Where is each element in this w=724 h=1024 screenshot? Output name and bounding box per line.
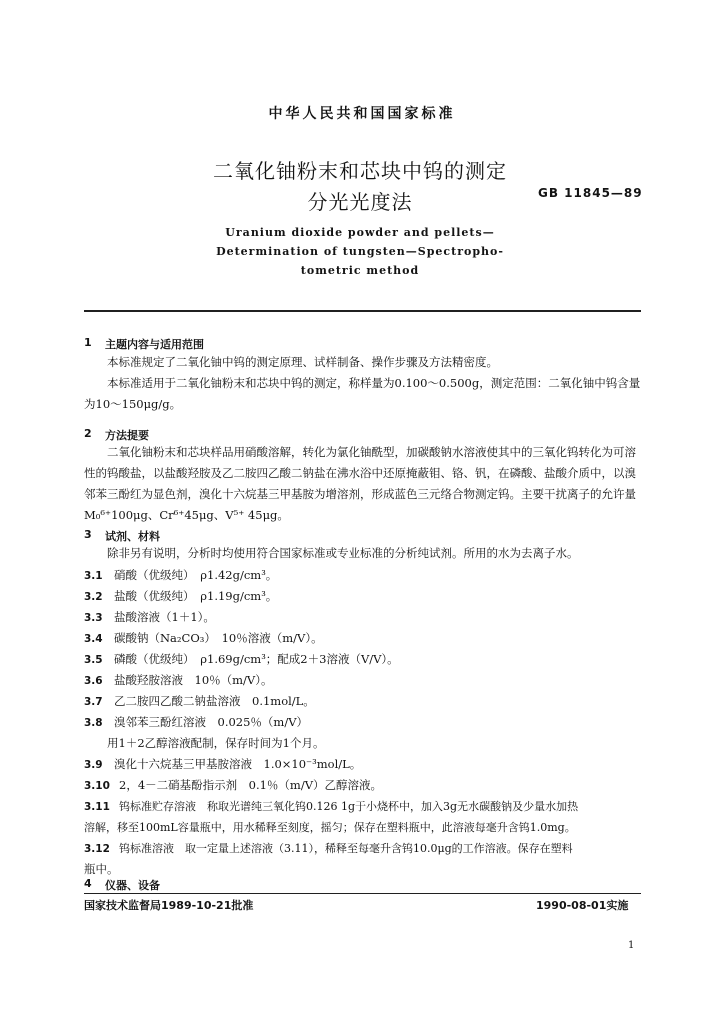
english-title-line2: Determination of tungsten—Spectropho- <box>216 245 504 258</box>
item-number: 3.1 <box>84 570 103 582</box>
item-number: 3.3 <box>84 612 103 624</box>
section-1-number: 1 <box>84 336 92 349</box>
item-number: 3.6 <box>84 675 103 687</box>
section-3-intro: 除非另有说明，分析时均使用符合国家标准或专业标准的分析纯试剂。所用的水为去离子水。 <box>107 546 579 560</box>
item-text: 乙二胺四乙酸二钠盐溶液 0.1mol/L。 <box>114 694 315 708</box>
implementation-date: 1990-08-01实施 <box>536 899 629 912</box>
item-text: 钨标准溶液 取一定量上述溶液（3.11），稀释至每毫升含钨10.0μg的工作溶液。保存在塑料 <box>119 842 573 855</box>
standard-number: GB 11845—89 <box>538 186 643 200</box>
section-4-heading: 仪器、设备 <box>105 879 160 892</box>
item-text-continued: 瓶中。 <box>84 862 119 876</box>
section-4-number: 4 <box>84 877 92 890</box>
item-number: 3.8 <box>84 717 103 729</box>
item-number: 3.9 <box>84 759 103 771</box>
item-text: 溴化十六烷基三甲基胺溶液 1.0×10⁻³mol/L。 <box>114 757 362 771</box>
section-2-paragraph: 二氧化铀粉末和芯块样品用硝酸溶解，转化为氯化铀酰型，加碳酸钠水溶液使其中的三氧化钨转化为可溶性的钨酸盐，以盐酸羟胺及乙二胺四乙酸二钠盐在沸水浴中还原掩蔽钼、铬、钒，在磷酸、盐酸介质中，以溴邻苯三酚红为显色剂，溴化十六烷基三甲基胺为增溶剂，形成蓝色三元络合物测定钨。主要干扰离子的允许量M₀⁶⁺100μg、Cr⁶⁺45μg、V⁵⁺ 45μg。 <box>84 445 636 522</box>
item-text: 2，4－二硝基酚指示剂 0.1％（m/V）乙醇溶液。 <box>119 778 383 792</box>
approval-date: 国家技术监督局1989-10-21批准 <box>84 899 254 912</box>
section-2-heading: 方法提要 <box>105 429 149 442</box>
header-rule <box>84 310 641 312</box>
english-title-line3: tometric method <box>300 264 420 277</box>
item-3-8-note: 用1＋2乙醇溶液配制，保存时间为1个月。 <box>107 736 325 750</box>
item-text: 盐酸溶液（1＋1）。 <box>114 610 215 624</box>
section-1-paragraph-2: 本标准适用于二氧化铀粉末和芯块中钨的测定，称样量为0.100～0.500g，测定范围：二氧化铀中钨含量为10～150μg/g。 <box>84 376 641 411</box>
item-text: 溴邻苯三酚红溶液 0.025％（m/V） <box>114 715 309 729</box>
document-title-line1: 二氧化铀粉末和芯块中钨的测定 <box>213 159 507 183</box>
item-number: 3.4 <box>84 633 103 645</box>
item-number: 3.7 <box>84 696 103 708</box>
item-text: 盐酸羟胺溶液 10％（m/V）。 <box>114 673 273 687</box>
item-text: 钨标准贮存溶液 称取光谱纯三氧化钨0.126 1g于小烧杯中，加入3g无水碳酸钠及少量水加热 <box>119 800 579 813</box>
item-number: 3.5 <box>84 654 103 666</box>
footer-rule <box>84 893 641 894</box>
section-3-heading: 试剂、材料 <box>105 530 160 543</box>
section-3-number: 3 <box>84 528 92 541</box>
item-text-continued: 溶解，移至100mL容量瓶中，用水稀释至刻度，摇匀；保存在塑料瓶中，此溶液每毫升含钨1.0mg。 <box>84 821 576 834</box>
section-1-heading: 主题内容与适用范围 <box>105 338 204 351</box>
section-2-number: 2 <box>84 427 92 440</box>
issuing-organization: 中华人民共和国国家标准 <box>268 106 456 122</box>
item-text: 碳酸钠（Na₂CO₃） 10％溶液（m/V）。 <box>114 631 323 645</box>
item-text: 硝酸（优级纯） ρ1.42g/cm³。 <box>114 568 278 582</box>
item-text: 磷酸（优级纯） ρ1.69g/cm³；配成2＋3溶液（V/V）。 <box>114 652 399 666</box>
section-1-paragraph-1: 本标准规定了二氧化铀中钨的测定原理、试样制备、操作步骤及方法精密度。 <box>107 355 498 369</box>
english-title-line1: Uranium dioxide powder and pellets— <box>225 226 495 239</box>
item-number: 3.10 <box>84 780 110 792</box>
document-title-line2: 分光光度法 <box>307 190 413 214</box>
item-number: 3.11 <box>84 801 110 813</box>
item-text: 盐酸（优级纯） ρ1.19g/cm³。 <box>114 589 278 603</box>
item-number: 3.12 <box>84 843 110 855</box>
item-number: 3.2 <box>84 591 103 603</box>
page-number: 1 <box>628 940 635 951</box>
